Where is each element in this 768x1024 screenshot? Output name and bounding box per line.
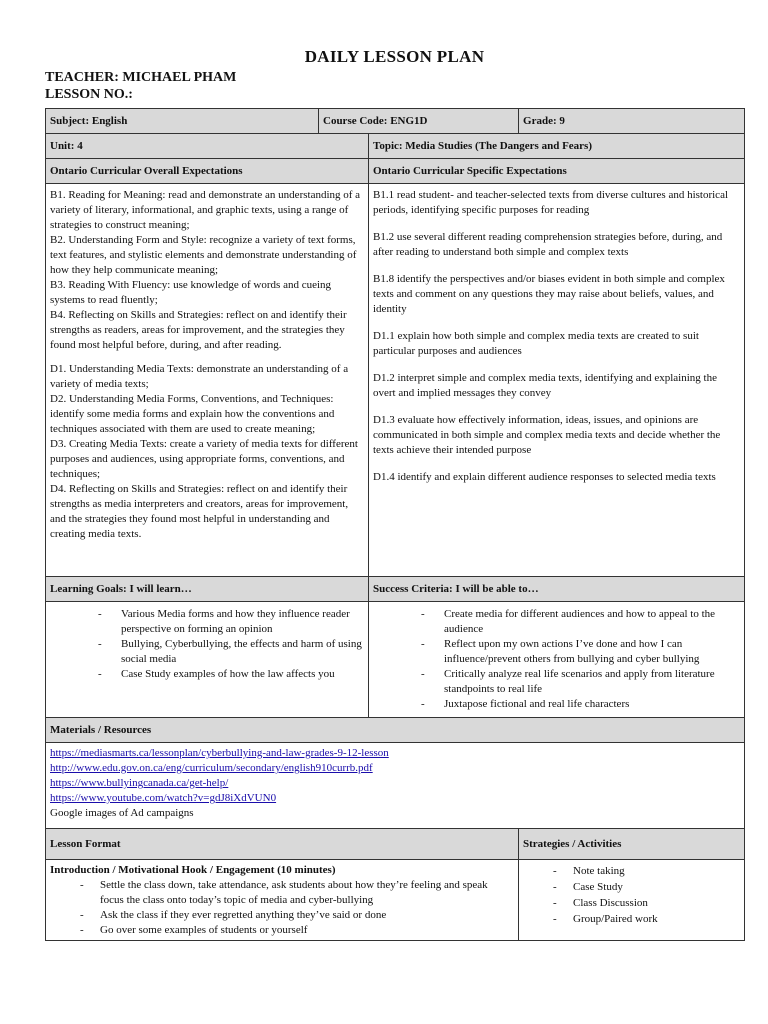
list-item: - Various Media forms and how they influence reader perspective on forming an opinion bbox=[50, 607, 364, 637]
specific-expectation: D1.4 identify and explain different audience responses to selected media texts bbox=[373, 471, 716, 483]
overall-expectation: D3. Creating Media Texts: create a variety of media texts for different purposes and audiences, using appropriate forms, conventions, and techniques; bbox=[50, 438, 358, 480]
list-item: - Settle the class down, take attendance, ask students about how they’re feeling and speak focus the class onto today’s topic of media and cyber-bullying bbox=[50, 878, 514, 908]
overall-expectation: B4. Reflecting on Skills and Strategies: reflect on and identify their strengths as readers, areas for improvement, and the strategies they found most helpful before, during, and after reading. bbox=[50, 309, 347, 351]
specific-expectation: D1.1 explain how both simple and complex media texts are created to suit particular purposes and audiences bbox=[373, 330, 699, 357]
overall-expectation: B2. Understanding Form and Style: recognize a variety of text forms, text features, and stylistic elements and demonstrate understanding of how they help communicate meaning; bbox=[50, 234, 357, 276]
specific-expectation: D1.2 interpret simple and complex media texts, identifying and explaining the overt and implied messages they convey bbox=[373, 372, 717, 399]
list-item: - Group/Paired work bbox=[523, 911, 740, 927]
materials-note: Google images of Ad campaigns bbox=[50, 807, 194, 819]
course-code-cell: Course Code: ENG1D bbox=[319, 109, 519, 134]
overall-expectation: B1. Reading for Meaning: read and demonstrate an understanding of a variety of literary, informational, and graphic texts, using a range of strategies to construct meaning; bbox=[50, 189, 361, 231]
lesson-plan-table bbox=[45, 108, 745, 941]
specific-expectation: B1.1 read student- and teacher-selected texts from diverse cultures and historical periods, identifying specific purposes for reading bbox=[373, 189, 729, 216]
overall-expectation: B3. Reading With Fluency: use knowledge of words and cueing systems to read fluently; bbox=[50, 279, 332, 306]
list-item: - Juxtapose fictional and real life characters bbox=[373, 697, 740, 712]
lesson-number-line: LESSON NO.: bbox=[45, 87, 133, 102]
specific-expectations-header: Ontario Curricular Specific Expectations bbox=[369, 159, 745, 184]
overall-expectation: D4. Reflecting on Skills and Strategies: reflect on and identify their strengths as media interpreters and creators, areas for improvement, and the strategies they found most helpful in understanding and creating media texts. bbox=[50, 483, 349, 540]
list-item: - Case Study bbox=[523, 879, 740, 895]
list-item: - Create media for different audiences and how to appeal to the audience bbox=[373, 607, 740, 637]
learning-goals-cell bbox=[46, 602, 369, 718]
resource-link[interactable]: http://www.edu.gov.on.ca/eng/curriculum/secondary/english910currb.pdf bbox=[50, 762, 373, 774]
resource-link[interactable]: https://www.bullyingcanada.ca/get-help/ bbox=[50, 777, 229, 789]
learning-goals-header: Learning Goals: I will learn… bbox=[46, 577, 369, 602]
teacher-line: TEACHER: MICHAEL PHAM bbox=[45, 70, 237, 85]
list-item: - Go over some examples of students or yourself bbox=[50, 923, 514, 938]
materials-header: Materials / Resources bbox=[46, 718, 745, 743]
list-item: - Case Study examples of how the law affects you bbox=[50, 667, 364, 682]
list-item: - Bullying, Cyberbullying, the effects and harm of using social media bbox=[50, 637, 364, 667]
document-title: DAILY LESSON PLAN bbox=[304, 47, 485, 66]
list-item: - Reflect upon my own actions I’ve done and how I can influence/prevent others from bullying and cyber bullying bbox=[373, 637, 740, 667]
overall-expectation: D2. Understanding Media Forms, Conventions, and Techniques: identify some media forms and explain how the conventions and techniques associated with them are used to create meaning; bbox=[50, 393, 335, 435]
success-criteria-header: Success Criteria: I will be able to… bbox=[369, 577, 745, 602]
grade-cell: Grade: 9 bbox=[519, 109, 745, 134]
overall-expectations-header: Ontario Curricular Overall Expectations bbox=[46, 159, 369, 184]
strategies-cell bbox=[519, 860, 745, 941]
list-item: - Ask the class if they ever regretted anything they’ve said or done bbox=[50, 908, 514, 923]
overall-expectations-cell bbox=[46, 184, 369, 577]
list-item: - Note taking bbox=[523, 863, 740, 879]
overall-expectation: D1. Understanding Media Texts: demonstrate an understanding of a variety of media texts; bbox=[50, 363, 349, 390]
lesson-plan-document bbox=[45, 45, 744, 941]
unit-cell: Unit: 4 bbox=[46, 134, 369, 159]
introduction-cell bbox=[46, 860, 519, 941]
topic-cell: Topic: Media Studies (The Dangers and Fears) bbox=[369, 134, 745, 159]
list-item: - Class Discussion bbox=[523, 895, 740, 911]
success-criteria-cell bbox=[369, 602, 745, 718]
subject-cell: Subject: English bbox=[46, 109, 319, 134]
strategies-header: Strategies / Activities bbox=[519, 829, 745, 860]
introduction-heading: Introduction / Motivational Hook / Engagement (10 minutes) bbox=[50, 864, 336, 876]
specific-expectation: B1.8 identify the perspectives and/or biases evident in both simple and complex texts and comment on any questions they may raise about beliefs, values, and identity bbox=[373, 273, 725, 315]
materials-cell bbox=[46, 743, 745, 829]
resource-link[interactable]: https://www.youtube.com/watch?v=gdJ8iXdVUN0 bbox=[50, 792, 277, 804]
specific-expectation: D1.3 evaluate how effectively information, ideas, issues, and opinions are communicated in both simple and complex media texts and decide whether the texts achieve their intended purpose bbox=[373, 414, 721, 456]
list-item: - Critically analyze real life scenarios and apply from literature standpoints to real life bbox=[373, 667, 740, 697]
lesson-format-header: Lesson Format bbox=[46, 829, 519, 860]
specific-expectations-cell bbox=[369, 184, 745, 577]
specific-expectation: B1.2 use several different reading comprehension strategies before, during, and after reading to understand both simple and complex texts bbox=[373, 231, 723, 258]
resource-link[interactable]: https://mediasmarts.ca/lessonplan/cyberbullying-and-law-grades-9-12-lesson bbox=[50, 747, 389, 759]
